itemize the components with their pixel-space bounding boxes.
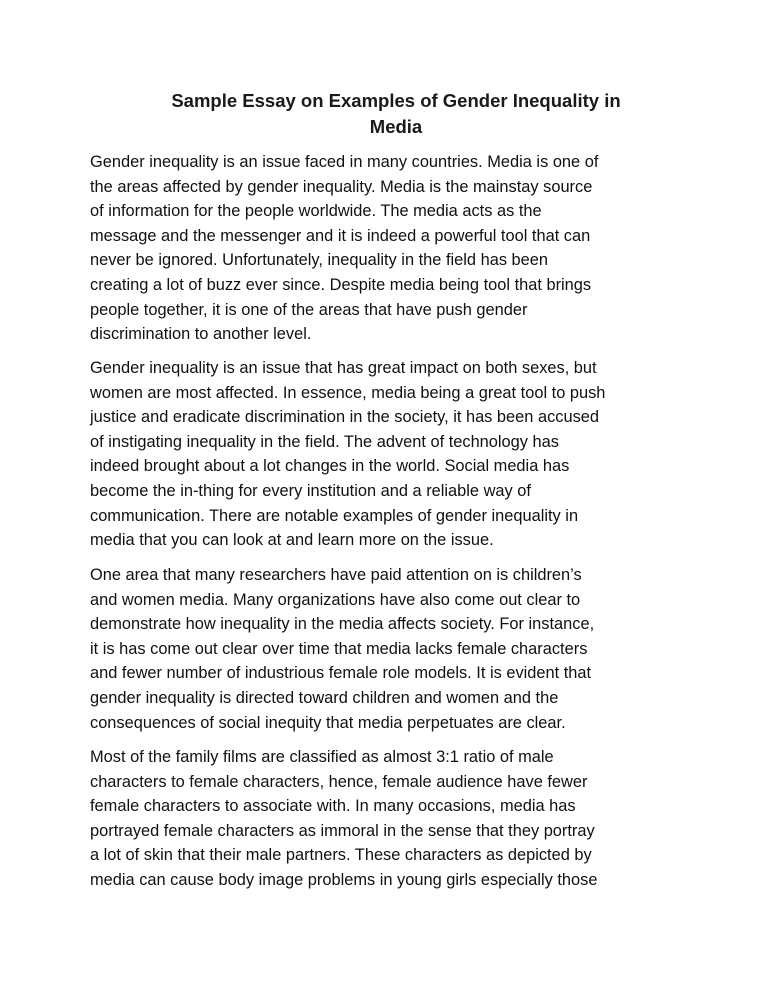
paragraph-1 <box>90 150 598 347</box>
text-line: of instigating inequality in the field. The advent of technology has <box>90 432 559 451</box>
text-line: it is has come out clear over time that media lacks female characters <box>90 639 588 658</box>
text-line: never be ignored. Unfortunately, inequality in the field has been <box>90 251 549 270</box>
paragraph-4 <box>90 745 597 893</box>
paragraph-3 <box>90 563 594 735</box>
text-line: Gender inequality is an issue faced in many countries. Media is one of <box>90 153 599 171</box>
text-line: One area that many researchers have paid attention on is children’s <box>90 566 582 584</box>
text-line: people together, it is one of the areas that have push gender <box>90 300 528 319</box>
text-line: demonstrate how inequality in the media affects society. For instance, <box>90 615 595 634</box>
text-line: become the in-thing for every institution and a reliable way of <box>90 481 531 500</box>
text-line: Most of the family films are classified as almost 3:1 ratio of male <box>90 748 554 766</box>
paragraph-2 <box>90 356 605 553</box>
text-line: and fewer number of industrious female role models. It is evident that <box>90 664 592 683</box>
text-line: of information for the people worldwide. The media acts as the <box>90 202 542 221</box>
text-line: Gender inequality is an issue that has great impact on both sexes, but <box>90 359 597 377</box>
text-line: discrimination to another level. <box>90 325 312 344</box>
text-line: consequences of social inequity that media perpetuates are clear. <box>90 713 566 732</box>
text-line: gender inequality is directed toward children and women and the <box>90 688 559 707</box>
text-line: women are most affected. In essence, media being a great tool to push <box>90 383 606 402</box>
text-line: media that you can look at and learn more on the issue. <box>90 531 494 550</box>
text-line: portrayed female characters as immoral in the sense that they portray <box>90 821 595 840</box>
document-title-line-1: Sample Essay on Examples of Gender Inequality in <box>171 90 621 111</box>
text-line: female characters to associate with. In many occasions, media has <box>90 797 576 816</box>
text-line: indeed brought about a lot changes in the world. Social media has <box>90 457 570 476</box>
text-line: message and the messenger and it is indeed a powerful tool that can <box>90 226 591 245</box>
document-title-line-2: Media <box>369 116 423 137</box>
text-line: and women media. Many organizations have also come out clear to <box>90 590 581 609</box>
text-line: characters to female characters, hence, female audience have fewer <box>90 772 588 791</box>
text-line: media can cause body image problems in young girls especially those <box>90 870 598 889</box>
text-line: justice and eradicate discrimination in the society, it has been accused <box>90 408 599 427</box>
text-line: communication. There are notable examples of gender inequality in <box>90 506 579 525</box>
text-line: the areas affected by gender inequality. Media is the mainstay source <box>90 177 593 196</box>
text-line: creating a lot of buzz ever since. Despite media being tool that brings <box>90 275 592 294</box>
text-line: a lot of skin that their male partners. These characters as depicted by <box>90 846 592 865</box>
